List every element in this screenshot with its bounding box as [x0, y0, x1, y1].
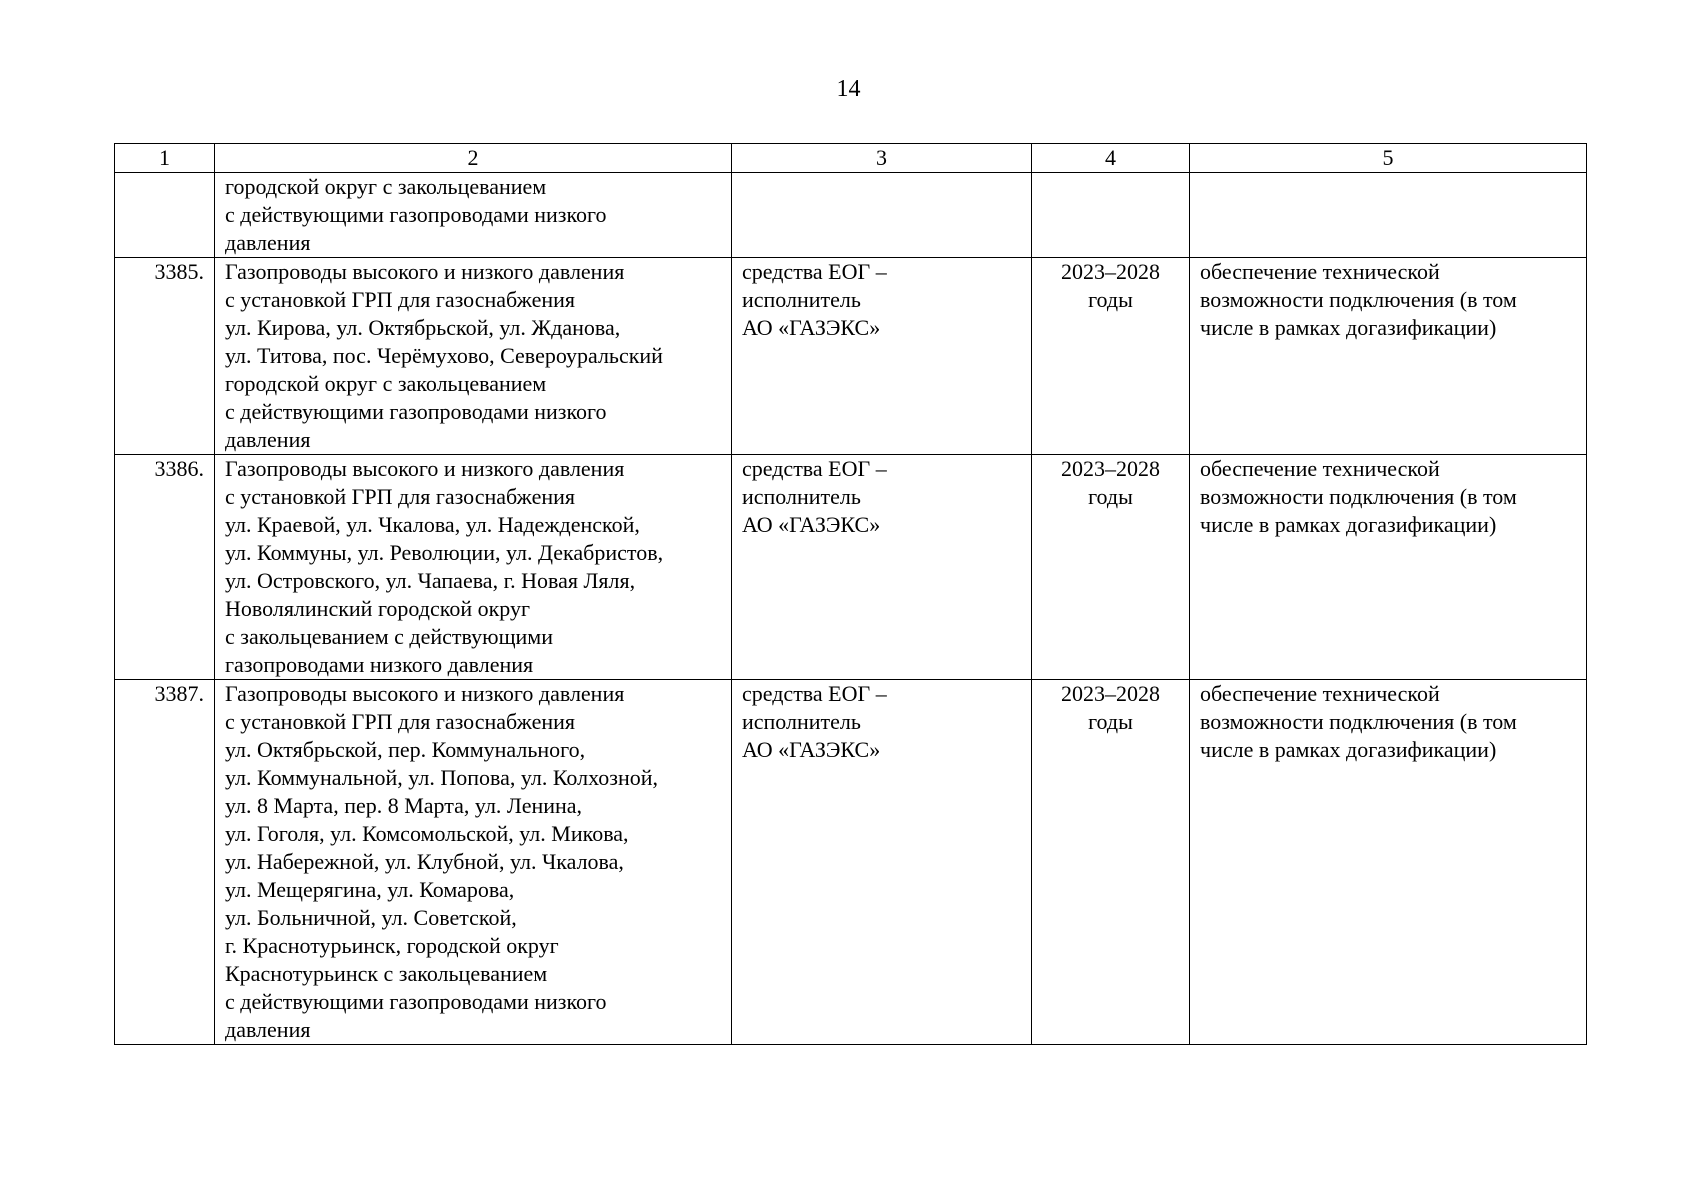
row-number: 3387.: [115, 680, 215, 1045]
object-description-line: ул. Коммуны, ул. Революции, ул. Декабристов,: [225, 540, 664, 565]
object-description-line: с установкой ГРП для газоснабжения: [225, 287, 576, 312]
table-row: [115, 173, 1587, 258]
header-col-1: 1: [115, 144, 215, 173]
object-description-line: с действующими газопроводами низкого: [225, 989, 607, 1014]
implementation-period-line: годы: [1088, 709, 1133, 734]
object-description-line: Газопроводы высокого и низкого давления: [225, 681, 625, 706]
row-number: 3386.: [115, 455, 215, 680]
purpose-line: обеспечение технической: [1200, 456, 1440, 481]
funding-source-line: средства ЕОГ –: [742, 456, 887, 481]
object-description: [215, 173, 732, 258]
funding-source: [732, 173, 1032, 258]
object-description-line: ул. Октябрьской, пер. Коммунального,: [225, 737, 586, 762]
object-description-line: давления: [225, 1017, 311, 1042]
object-description-line: ул. Титова, пос. Черёмухово, Североуральский: [225, 343, 663, 368]
object-description-line: ул. Мещерягина, ул. Комарова,: [225, 877, 515, 902]
funding-source-line: АО «ГАЗЭКС»: [742, 512, 881, 537]
object-description-line: газопроводами низкого давления: [225, 652, 534, 677]
table-row: [115, 455, 1587, 680]
object-description: [215, 455, 732, 680]
object-description-line: ул. Гоголя, ул. Комсомольской, ул. Микова,: [225, 821, 629, 846]
purpose-line: обеспечение технической: [1200, 681, 1440, 706]
funding-source-line: исполнитель: [742, 484, 861, 509]
object-description-line: давления: [225, 230, 311, 255]
object-description-line: Краснотурьинск с закольцеванием: [225, 961, 548, 986]
funding-source-line: средства ЕОГ –: [742, 681, 887, 706]
object-description-line: Газопроводы высокого и низкого давления: [225, 259, 625, 284]
implementation-period: [1032, 680, 1190, 1045]
object-description-line: г. Краснотурьинск, городской округ: [225, 933, 559, 958]
object-description: [215, 258, 732, 455]
funding-source-line: исполнитель: [742, 709, 861, 734]
header-col-3: 3: [732, 144, 1032, 173]
object-description-line: Новолялинский городской округ: [225, 596, 531, 621]
object-description-line: ул. 8 Марта, пер. 8 Марта, ул. Ленина,: [225, 793, 583, 818]
implementation-period: [1032, 258, 1190, 455]
program-table: [114, 143, 1587, 1045]
object-description-line: с действующими газопроводами низкого: [225, 399, 607, 424]
implementation-period-line: 2023–2028: [1061, 259, 1160, 284]
header-col-5: 5: [1190, 144, 1587, 173]
table-row: [115, 680, 1587, 1045]
table-header: [115, 144, 1587, 173]
implementation-period-line: 2023–2028: [1061, 681, 1160, 706]
object-description-line: с закольцеванием с действующими: [225, 624, 554, 649]
page-number: 14: [836, 76, 861, 102]
object-description-line: ул. Коммунальной, ул. Попова, ул. Колхозной,: [225, 765, 659, 790]
object-description-line: городской округ с закольцеванием: [225, 174, 547, 199]
object-description-line: с действующими газопроводами низкого: [225, 202, 607, 227]
implementation-period-line: 2023–2028: [1061, 456, 1160, 481]
header-col-4: 4: [1032, 144, 1190, 173]
implementation-period-line: годы: [1088, 287, 1133, 312]
object-description-line: с установкой ГРП для газоснабжения: [225, 709, 576, 734]
row-number: [115, 173, 215, 258]
object-description-line: ул. Набережной, ул. Клубной, ул. Чкалова,: [225, 849, 624, 874]
object-description-line: ул. Островского, ул. Чапаева, г. Новая Ляля,: [225, 568, 636, 593]
purpose: [1190, 455, 1587, 680]
funding-source: [732, 680, 1032, 1045]
funding-source: [732, 455, 1032, 680]
funding-source: [732, 258, 1032, 455]
object-description-line: с установкой ГРП для газоснабжения: [225, 484, 576, 509]
row-number: 3385.: [115, 258, 215, 455]
object-description: [215, 680, 732, 1045]
table-body: [115, 173, 1587, 1045]
object-description-line: ул. Краевой, ул. Чкалова, ул. Надежденской,: [225, 512, 640, 537]
funding-source-line: средства ЕОГ –: [742, 259, 887, 284]
object-description-line: Газопроводы высокого и низкого давления: [225, 456, 625, 481]
purpose: [1190, 680, 1587, 1045]
object-description-line: городской округ с закольцеванием: [225, 371, 547, 396]
header-row: [115, 144, 1587, 173]
funding-source-line: АО «ГАЗЭКС»: [742, 737, 881, 762]
table-row: [115, 258, 1587, 455]
purpose: [1190, 258, 1587, 455]
purpose-line: числе в рамках догазификации): [1200, 737, 1497, 762]
purpose-line: возможности подключения (в том: [1200, 484, 1517, 509]
purpose: [1190, 173, 1587, 258]
implementation-period: [1032, 455, 1190, 680]
header-col-2: 2: [215, 144, 732, 173]
object-description-line: ул. Больничной, ул. Советской,: [225, 905, 517, 930]
funding-source-line: АО «ГАЗЭКС»: [742, 315, 881, 340]
purpose-line: числе в рамках догазификации): [1200, 512, 1497, 537]
object-description-line: давления: [225, 427, 311, 452]
purpose-line: обеспечение технической: [1200, 259, 1440, 284]
object-description-line: ул. Кирова, ул. Октябрьской, ул. Жданова,: [225, 315, 621, 340]
implementation-period: [1032, 173, 1190, 258]
funding-source-line: исполнитель: [742, 287, 861, 312]
purpose-line: возможности подключения (в том: [1200, 709, 1517, 734]
purpose-line: числе в рамках догазификации): [1200, 315, 1497, 340]
implementation-period-line: годы: [1088, 484, 1133, 509]
purpose-line: возможности подключения (в том: [1200, 287, 1517, 312]
